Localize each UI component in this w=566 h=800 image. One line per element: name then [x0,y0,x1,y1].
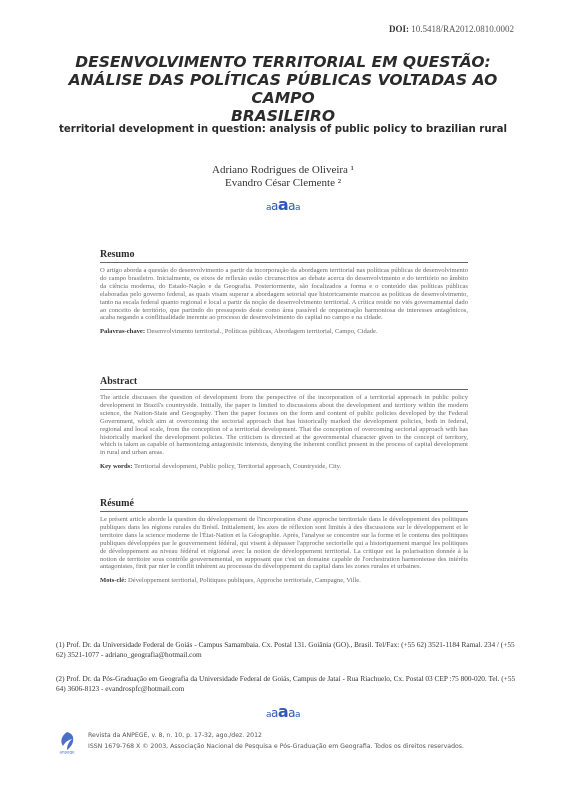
title-line-1: DESENVOLVIMENTO TERRITORIAL EM QUESTÃO: [75,53,491,71]
resume-section [100,498,468,585]
journal-citation: Revista da ANPEGE, v. 8, n. 10, p. 17-32, ago./dez. 2012 [88,732,262,739]
anpege-logo-icon: aaaaa [265,195,301,214]
english-title: territorial development in question: analysis of public policy to brazilian rural [59,124,507,135]
title-line-2: ANÁLISE DAS POLÍTICAS PÚBLICAS VOLTADAS AO CAMPO [68,71,498,107]
resumo-keywords: Palavras-chave: Desenvolvimento territorial., Políticas públicas, Abordagem territorial, Campo, Cidade. [100,328,378,336]
resumo-heading: Resumo [100,249,135,260]
title-line-3: BRASILEIRO [230,107,336,125]
doi-value: 10.5418/RA2012.0810.0002 [411,24,514,34]
resume-heading: Résumé [100,498,134,509]
resume-keywords: Mots-clé: Développement territorial, Politiques publiques, Approche territoriale, Campagne, Ville. [100,577,361,585]
abstract-text: The article discusses the question of development from the perspective of the incorporation of a territorial approach in public policy development in Brazil's countryside. Initially, the paper is limited to discussions about the development and territory within the modern science, the Nation-State and Geography. Then the paper focuses on the form and content of public policies developed by the Federal Government, which aim at overcoming the sectorial approach that has historically marked the development policies, both in federal, regional and local scale, from the conception of a territorial development. That the conception of overcoming sectorial approach with has historically marked the development policies. The criticism is directed at the governmental character given to the concept of territory, which is taken as capable of harmonizing antagonistic interests, denying the inherent conflict present in the process of capital development in rural and urban areas. [100,394,468,457]
doi-line: DOI: 10.5418/RA2012.0810.0002 [388,24,514,34]
author-2: Evandro César Clemente ² [224,177,341,189]
journal-footer [56,730,516,760]
resume-text: Le présent article aborde la question du développement de l'incorporation d'une approche territoriale dans le développement des politiques publiques dans les régions rurales du Brésil. Initialement, les axes de réflexion sont limités à des discussions sur le développement et le territoire dans la science moderne de l'État-Nation et la Géographie. Après, l'analyse se concentre sur la forme et le contenu des politiques publiques développées par le gouvernement fédéral, qui visent à dépasser l'approche sectorielle qui a historiquement marqué les politiques de développement au niveau fédéral et régional avec la notion de développement territorial. La critique est la polarisation donnée à la notion de territoire sous contrôle gouvernemental, en supposant que c'est un domaine capable de l'orchestration harmonieuse des intérêts antagonistes, finit par nier le conflit inhérent au processus du développement du capital dans les zones rurales et urbaines. [100,516,468,571]
resumo-section [100,249,468,336]
anpege-emblem-icon [56,730,78,754]
anpege-logo-icon: aaaaa [265,702,301,721]
divider [100,262,468,263]
author-1: Adriano Rodrigues de Oliveira ¹ [212,164,354,176]
svg-text:anpege: anpege [59,749,75,754]
abstract-section [100,376,468,471]
journal-copyright: ISSN 1679-768 X © 2003, Associação Nacional de Pesquisa e Pós-Graduação em Geografia. Todos os direitos reservados. [88,743,464,750]
article-title [60,53,506,125]
divider [100,511,468,512]
divider [100,389,468,390]
footnote-1: (1) Prof. Dr. da Universidade Federal de Goiás - Campus Samambaia. Cx. Postal 131. Goiânia (GO)., Brasil. Tel/Fax: (+55 62) 3521-1184 Ramal. 234 / (+55 62) 3521-1077 - adriano_geografia@hotmail.com [56,640,515,659]
abstract-heading: Abstract [100,376,138,387]
authors [0,164,566,190]
abstract-keywords: Key words: Territorial development, Public policy, Territorial approach, Countryside, City. [100,463,342,471]
journal-info [88,730,464,752]
footnote-2: (2) Prof. Dr. da Pós-Graduação em Geografia da Universidade Federal de Goiás, Campus de Jataí - Rua Riachuelo, Cx. Postal 03 CEP :75 800-020. Tel. (+55 64) 3606-8123 - evandrospfc@hotmail.com [56,674,516,693]
resumo-text: O artigo aborda a questão do desenvolvimento a partir da incorporação da abordagem territorial nas políticas públicas de desenvolvimento do campo brasileiro. Inicialmente, os eixos de reflexão estão circunscritos ao debate acerca do desenvolvimento e do território no âmbito da ciência moderna, do Estado-Nação e da Geografia. Posteriormente, são focalizados a forma e o conteúdo das políticas públicas elaboradas pelo governo federal, as quais visam superar a abordagem setorial que historicamente marcou as políticas de desenvolvimento, tanto na escala federal quanto regional e local a partir da noção de desenvolvimento territorial. A crítica reside no viés governamental dado ao conceito de território, que partindo do pressuposto deste como área passível de orquestração harmoniosa de interesses antagônicos, acaba negando a conflitualidade inerente ao processo de desenvolvimento do capital no campo e na cidade. [100,267,468,322]
